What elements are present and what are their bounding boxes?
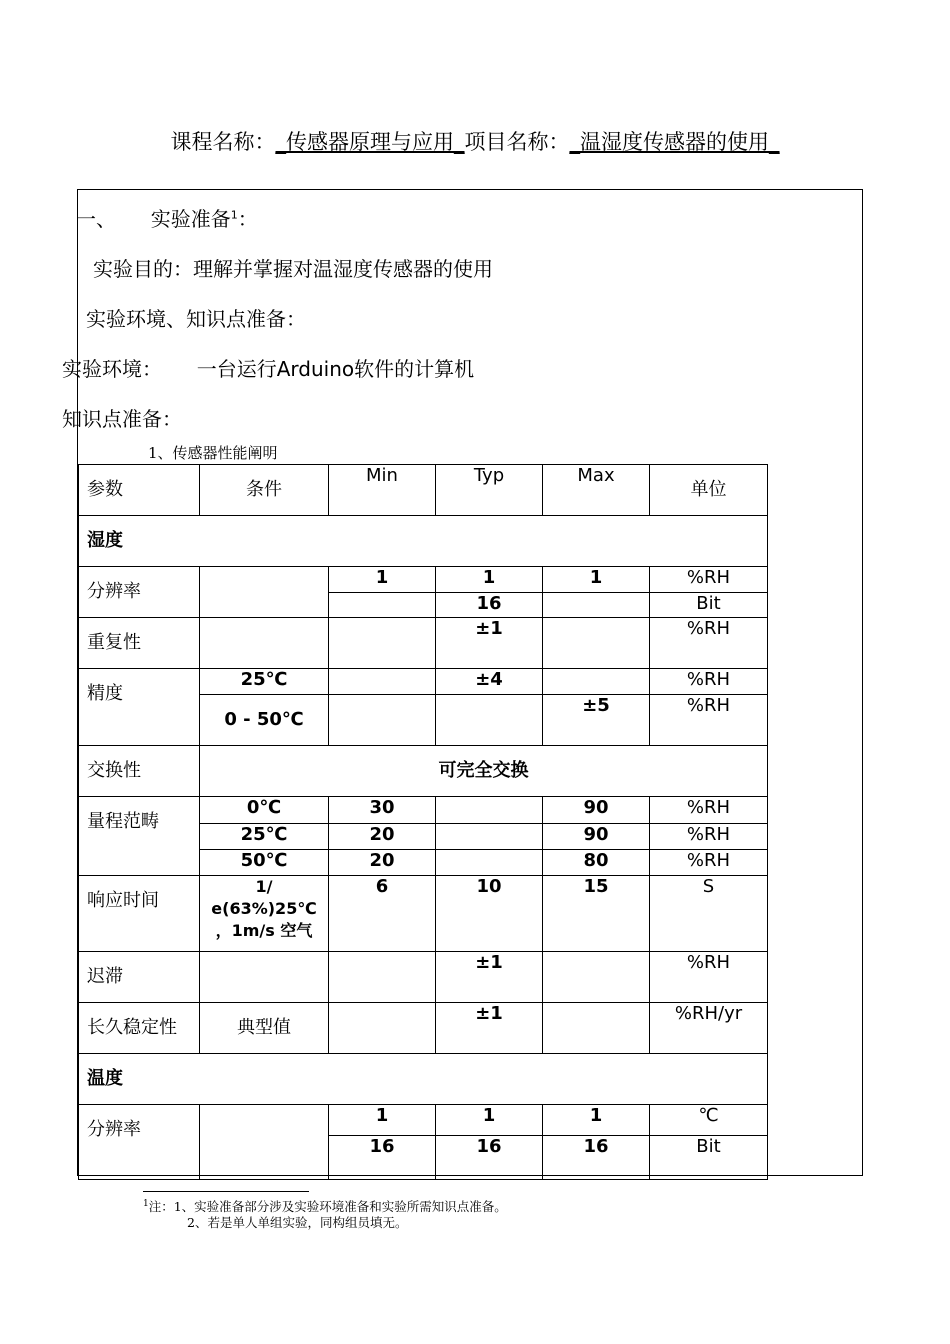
table-cell: %RH: [650, 618, 768, 669]
table-cell: ±1: [436, 1003, 543, 1054]
table-cell: %RH: [650, 850, 768, 876]
table-cell: 20: [329, 850, 436, 876]
param-range: 量程范畴: [79, 797, 200, 876]
footnote-separator: [143, 1191, 309, 1192]
table-cell: %RH: [650, 567, 768, 593]
table-cell: [329, 593, 436, 618]
project-name: _温湿度传感器的使用_: [569, 130, 780, 154]
param-temp-resolution: 分辨率: [79, 1105, 200, 1180]
empty-cell: [436, 695, 543, 746]
table-cell: %RH: [650, 695, 768, 746]
experiment-environment: [62, 353, 474, 382]
table-cell: 1: [436, 567, 543, 593]
table-cell: ±5: [543, 695, 650, 746]
table-cell: 30: [329, 797, 436, 824]
table-row: [79, 618, 768, 669]
table-cell: ±1: [436, 618, 543, 669]
sensor-spec-table: [78, 464, 768, 1180]
table-cell: %RH: [650, 952, 768, 1003]
table-cell: [543, 593, 650, 618]
table-row: [79, 1003, 768, 1054]
table-cell: 16: [543, 1136, 650, 1180]
table-cell: 6: [329, 876, 436, 952]
table-cell: ±4: [436, 669, 543, 695]
table-cell: 1: [543, 567, 650, 593]
section-heading: [76, 203, 258, 232]
empty-cell: [543, 1003, 650, 1054]
table-cell: %RH: [650, 824, 768, 850]
empty-cell: [200, 952, 329, 1003]
header-param: 参数: [79, 465, 200, 516]
param-response-time: 响应时间: [79, 876, 200, 952]
footnote-text: 注：1、实验准备部分涉及实验环境准备和实验所需知识点准备。: [148, 1199, 507, 1214]
table-cell: 25℃: [200, 669, 329, 695]
param-resolution: 分辨率: [79, 567, 200, 618]
table-cell: %RH/yr: [650, 1003, 768, 1054]
footnote-ref: 1: [230, 208, 238, 222]
table-row: [79, 876, 768, 952]
table-cell: 80: [543, 850, 650, 876]
experiment-purpose: 实验目的：理解并掌握对温湿度传感器的使用: [93, 257, 493, 281]
humidity-section-label: 湿度: [79, 516, 768, 567]
empty-cell: [329, 952, 436, 1003]
env-label: 实验环境：: [62, 357, 162, 381]
table-cell: 10: [436, 876, 543, 952]
empty-cell: [543, 669, 650, 695]
table-header-row: [79, 465, 768, 516]
table-cell: 25℃: [200, 824, 329, 850]
table-cell: 0 - 50℃: [200, 695, 329, 746]
table-cell: 20: [329, 824, 436, 850]
section-colon: ：: [237, 207, 258, 231]
empty-cell: [200, 618, 329, 669]
section-title: 实验准备: [150, 207, 231, 231]
table-row: [79, 952, 768, 1003]
table-row: [79, 1105, 768, 1136]
knowledge-label: 知识点准备：: [62, 407, 182, 431]
table-cell: S: [650, 876, 768, 952]
table-cell: 15: [543, 876, 650, 952]
footnote-line-2: 2、若是单人单组实验，同构组员填无。: [187, 1215, 408, 1230]
empty-cell: [329, 1003, 436, 1054]
table-cell: 1: [329, 1105, 436, 1136]
table-cell: 50℃: [200, 850, 329, 876]
response-cond-line: 1/: [255, 877, 273, 896]
empty-cell: [543, 618, 650, 669]
empty-cell: [436, 850, 543, 876]
param-interchangeability: 交换性: [79, 746, 200, 797]
header-condition: 条件: [200, 465, 329, 516]
header-unit: 单位: [650, 465, 768, 516]
table-cell: ±1: [436, 952, 543, 1003]
param-stability: 长久稳定性: [79, 1003, 200, 1054]
empty-cell: [200, 567, 329, 618]
header-min: Min: [329, 465, 436, 516]
table-cell: ℃: [650, 1105, 768, 1136]
table-cell: %RH: [650, 669, 768, 695]
table-cell: 90: [543, 824, 650, 850]
table-cell: 1: [329, 567, 436, 593]
empty-cell: [329, 618, 436, 669]
table-cell: 0℃: [200, 797, 329, 824]
response-cond-line: ，1m/s 空气: [215, 921, 313, 940]
param-repeatability: 重复性: [79, 618, 200, 669]
param-hysteresis: 迟滞: [79, 952, 200, 1003]
table-cell: 16: [329, 1136, 436, 1180]
empty-cell: [329, 695, 436, 746]
course-header: [0, 126, 950, 156]
empty-cell: [436, 824, 543, 850]
section-number: 一、: [76, 207, 116, 231]
table-cell: Bit: [650, 593, 768, 618]
header-max: Max: [543, 465, 650, 516]
table-row: [79, 567, 768, 593]
empty-cell: [200, 1105, 329, 1180]
table-row: [79, 669, 768, 695]
project-label: 项目名称：: [464, 130, 570, 154]
response-condition: [200, 876, 329, 952]
temperature-section-row: [79, 1054, 768, 1105]
table-cell: 1: [436, 1105, 543, 1136]
table-cell: 16: [436, 1136, 543, 1180]
course-label: 课程名称：: [170, 130, 276, 154]
env-value: 一台运行Arduino软件的计算机: [196, 357, 475, 381]
table-cell: 可完全交换: [200, 746, 768, 797]
table-cell: Bit: [650, 1136, 768, 1180]
table-row: [79, 746, 768, 797]
table-cell: 16: [436, 593, 543, 618]
table-row: [79, 797, 768, 824]
empty-cell: [543, 952, 650, 1003]
table-cell: %RH: [650, 797, 768, 824]
empty-cell: [329, 669, 436, 695]
table-cell: 1: [543, 1105, 650, 1136]
empty-cell: [436, 797, 543, 824]
response-cond-line: e(63%)25℃: [211, 899, 317, 918]
param-accuracy: 精度: [79, 669, 200, 746]
table-cell: 典型值: [200, 1003, 329, 1054]
temperature-section-label: 温度: [79, 1054, 768, 1105]
footnote-mark: 1: [143, 1198, 149, 1209]
course-name: _传感器原理与应用_: [275, 130, 465, 154]
env-knowledge-heading: 实验环境、知识点准备：: [86, 307, 306, 331]
table-caption: 1、传感器性能阐明: [148, 444, 278, 462]
humidity-section-row: [79, 516, 768, 567]
table-cell: 90: [543, 797, 650, 824]
header-typ: Typ: [436, 465, 543, 516]
